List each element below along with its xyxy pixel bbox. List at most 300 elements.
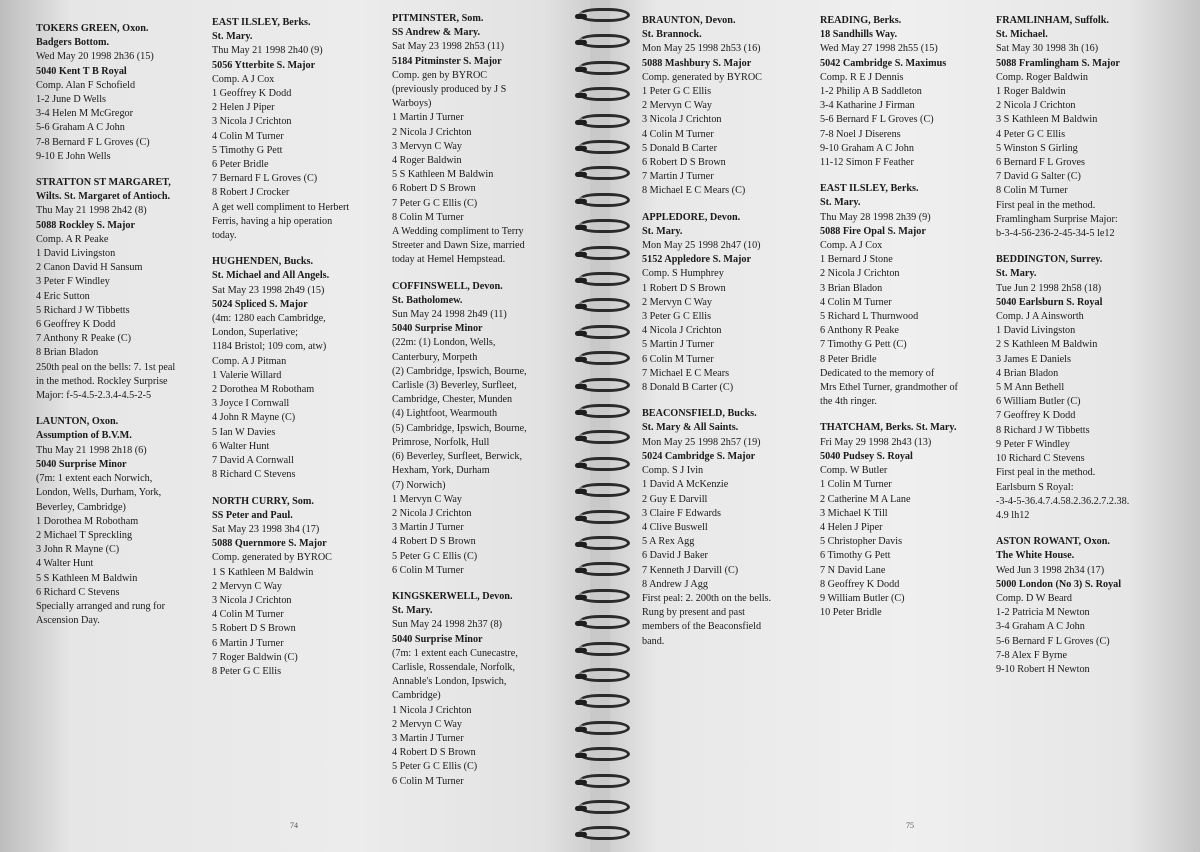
spiral-coil — [578, 826, 630, 840]
entry-line: 7-8 Bernard F L Groves (C) — [36, 136, 150, 148]
entry-heading-line: ASTON ROWANT, Oxon. — [996, 536, 1110, 548]
entry-line: 2 Dorothea M Robotham — [212, 384, 315, 396]
entry-heading-line: 5000 London (No 3) S. Royal — [996, 578, 1122, 590]
entry-heading-line: St. Michael and All Angels. — [212, 270, 330, 282]
spiral-coil — [578, 114, 630, 128]
entry-line: 3 Michael K Till — [820, 507, 888, 519]
entry-line: 6 Bernard F L Groves — [996, 157, 1086, 169]
entry-line: 8 Richard J W Tibbetts — [996, 424, 1090, 436]
peal-entry — [212, 495, 382, 680]
entry-heading-line: Badgers Bottom. — [36, 37, 110, 49]
peal-entry — [36, 415, 201, 628]
entry-line: 5 Christopher Davis — [820, 536, 903, 548]
entry-line: (22m: (1) London, Wells, — [392, 337, 496, 349]
entry-line: 8 Robert J Crocker — [212, 187, 290, 199]
spiral-coil — [578, 510, 630, 524]
entry-line: band. — [642, 635, 665, 647]
entry-line: 2 Nicola J Crichton — [392, 507, 472, 519]
entry-heading-line: KINGSKERWELL, Devon. — [392, 590, 513, 602]
entry-line: 4 Robert D S Brown — [392, 536, 476, 548]
entry-line: Hexham, York, Durham — [392, 465, 490, 477]
spiral-coil — [578, 800, 630, 814]
entry-line: 6 Geoffrey K Dodd — [36, 319, 116, 331]
entry-line: 4 Colin M Turner — [212, 130, 284, 142]
entry-line: 1 Martin J Turner — [392, 112, 464, 124]
entry-line: Dedicated to the memory of — [820, 367, 935, 379]
entry-line: 4 Roger Baldwin — [392, 155, 462, 167]
entry-line: 3 Joyce I Cornwall — [212, 398, 290, 410]
entry-line: (7m: 1 extent each Norwich, — [36, 473, 153, 485]
entry-heading-line: BEDDINGTON, Surrey. — [996, 254, 1103, 266]
entry-line: Tue Jun 2 1998 2h58 (18) — [996, 282, 1102, 294]
entry-line: 5-6 Bernard F L Groves (C) — [820, 114, 934, 126]
peal-entry — [996, 253, 1186, 523]
entry-line: 1-2 Philip A B Saddleton — [820, 86, 922, 98]
entry-heading-line: 5056 Ytterbite S. Major — [212, 59, 316, 71]
entry-line: (5) Cambridge, Ipswich, Bourne, — [392, 422, 527, 434]
right-column-1 — [642, 14, 814, 661]
peal-entry — [642, 407, 814, 648]
entry-line: Sun May 24 1998 2h37 (8) — [392, 619, 503, 631]
entry-line: 10 Peter Bridle — [820, 607, 882, 619]
entry-heading-line: 5088 Mashbury S. Major — [642, 57, 752, 69]
entry-heading-line: 5024 Cambridge S. Major — [642, 450, 756, 462]
spiral-coil — [578, 351, 630, 365]
entry-line: 8 Colin M Turner — [996, 185, 1068, 197]
spiral-coil — [578, 483, 630, 497]
entry-line: 7 Kenneth J Darvill (C) — [642, 564, 739, 576]
entry-line: 1 Robert D S Brown — [642, 282, 726, 294]
spiral-coil — [578, 193, 630, 207]
entry-line: Comp. A J Pitman — [212, 355, 287, 367]
entry-line: b-3-4-56-236-2-45-34-5 le12 — [996, 228, 1115, 240]
entry-line: 6 Colin M Turner — [392, 564, 464, 576]
spiral-coil — [578, 668, 630, 682]
entry-heading-line: 5040 Surprise Minor — [392, 633, 483, 645]
entry-line: 7-8 Alex F Byrne — [996, 649, 1068, 661]
entry-line: 3 Martin J Turner — [392, 732, 464, 744]
entry-line: Thu May 28 1998 2h39 (9) — [820, 211, 931, 223]
peal-entry — [996, 535, 1186, 677]
entry-line: Mon May 25 1998 2h53 (16) — [642, 43, 761, 55]
entry-line: 5-6 Graham A C John — [36, 122, 125, 134]
entry-heading-line: EAST ILSLEY, Berks. — [820, 183, 919, 195]
entry-line: (2) Cambridge, Ipswich, Bourne, — [392, 365, 527, 377]
entry-line: 6 Robert D S Brown — [392, 183, 476, 195]
entry-heading-line: 5040 Surprise Minor — [392, 323, 483, 335]
peal-entry — [820, 182, 995, 409]
entry-line: Primrose, Norfolk, Hull — [392, 436, 490, 448]
entry-line: Comp. S J Ivin — [642, 465, 704, 477]
entry-line: 9 William Butler (C) — [820, 592, 905, 604]
entry-line: Comp. D W Beard — [996, 592, 1073, 604]
entry-heading-line: 5088 Framlingham S. Major — [996, 57, 1120, 69]
entry-line: 2 Catherine M A Lane — [820, 493, 911, 505]
entry-line: Comp. R E J Dennis — [820, 71, 904, 83]
entry-line: 5 A Rex Agg — [642, 536, 695, 548]
entry-line: 2 S Kathleen M Baldwin — [996, 339, 1098, 351]
entry-line: 1 Geoffrey K Dodd — [212, 88, 292, 100]
entry-line: Beverley, Cambridge) — [36, 501, 126, 513]
entry-line: 5 Richard L Thurnwood — [820, 311, 919, 323]
peal-entry — [36, 176, 201, 403]
right-page — [610, 0, 1200, 852]
entry-line: Sun May 24 1998 2h49 (11) — [392, 309, 507, 321]
entry-heading-line: BEACONSFIELD, Bucks. — [642, 408, 757, 420]
entry-line: -3-4-5-36.4.7.4.58.2.36.2.7.2.38. — [996, 495, 1130, 507]
entry-line: First peal in the method. — [996, 199, 1096, 211]
entry-heading-line: 5088 Rockley S. Major — [36, 219, 136, 231]
entry-line: 1 David A McKenzie — [642, 479, 729, 491]
entry-heading-line: 5040 Pudsey S. Royal — [820, 450, 913, 462]
entry-heading-line: Wilts. St. Margaret of Antioch. — [36, 191, 171, 203]
entry-line: 1 David Livingston — [36, 248, 116, 260]
entry-line: 1-2 Patricia M Newton — [996, 607, 1090, 619]
entry-heading-line: 5040 Kent T B Royal — [36, 65, 127, 77]
entry-line: 5 Richard J W Tibbetts — [36, 304, 130, 316]
entry-line: in the method. Rockley Surprise — [36, 375, 168, 387]
entry-line: 7 Peter G C Ellis (C) — [392, 197, 478, 209]
entry-line: (4m: 1280 each Cambridge, — [212, 313, 326, 325]
entry-heading-line: SS Andrew & Mary. — [392, 27, 481, 39]
entry-line: London, Wells, Durham, York, — [36, 487, 162, 499]
entry-line: 3 S Kathleen M Baldwin — [996, 114, 1098, 126]
entry-line: Sat May 23 1998 3h4 (17) — [212, 523, 320, 535]
entry-line: 1 S Kathleen M Baldwin — [212, 566, 314, 578]
entry-line: (previously produced by J S — [392, 84, 507, 96]
entry-line: A get well compliment to Herbert — [212, 201, 350, 213]
spiral-coil — [578, 34, 630, 48]
entry-line: 4 Nicola J Crichton — [642, 325, 722, 337]
entry-line: 4 Helen J Piper — [820, 521, 883, 533]
entry-line: 1 Nicola J Crichton — [392, 704, 472, 716]
entry-line: Thu May 21 1998 2h40 (9) — [212, 45, 323, 57]
entry-line: 6 Peter Bridle — [212, 159, 269, 171]
entry-line: 4.9 lh12 — [996, 509, 1030, 521]
entry-line: 7 David G Salter (C) — [996, 171, 1081, 183]
entry-heading-line: St. Mary. — [392, 605, 433, 617]
spiral-binding — [572, 0, 636, 852]
entry-line: 8 Peter G C Ellis — [212, 665, 282, 677]
entry-line: 3 James E Daniels — [996, 353, 1071, 365]
entry-line: 4 Eric Sutton — [36, 290, 90, 302]
entry-line: 1184 Bristol; 109 com, atw) — [212, 341, 327, 353]
entry-line: Sat May 30 1998 3h (16) — [996, 43, 1099, 55]
entry-heading-line: NORTH CURRY, Som. — [212, 495, 314, 507]
entry-line: 1-2 June D Wells — [36, 94, 107, 106]
entry-heading-line: BRAUNTON, Devon. — [642, 15, 736, 26]
peal-entry — [642, 14, 814, 199]
peal-entry — [392, 12, 567, 268]
entry-heading-line: St. Mary. — [996, 268, 1037, 280]
entry-line: (4) Lightfoot, Wearmouth — [392, 408, 498, 420]
entry-line: 3 Peter F Windley — [36, 276, 110, 288]
spiral-coil — [578, 536, 630, 550]
entry-line: 7 Bernard F L Groves (C) — [212, 173, 318, 185]
entry-line: Comp. A R Peake — [36, 233, 109, 245]
entry-line: Comp. W Butler — [820, 465, 888, 477]
entry-heading-line: 5152 Appledore S. Major — [642, 254, 752, 266]
entry-heading-line: 5024 Spliced S. Major — [212, 298, 308, 310]
entry-heading-line: 5184 Pitminster S. Major — [392, 55, 502, 67]
entry-line: Canterbury, Morpeth — [392, 351, 478, 363]
spiral-coil — [578, 642, 630, 656]
entry-heading-line: St. Batholomew. — [392, 294, 463, 306]
spiral-coil — [578, 87, 630, 101]
spiral-coil — [578, 562, 630, 576]
entry-line: 7 Timothy G Pett (C) — [820, 339, 907, 351]
entry-line: 5 Peter G C Ellis (C) — [392, 761, 478, 773]
peal-entry — [642, 211, 814, 396]
entry-line: 4 Colin M Turner — [212, 609, 284, 621]
entry-line: Comp. gen by BYROC — [392, 69, 488, 81]
entry-line: Sat May 23 1998 2h53 (11) — [392, 41, 504, 53]
entry-line: 8 Andrew J Agg — [642, 578, 708, 590]
page-number-left: 74 — [290, 821, 298, 830]
entry-line: Carlisle, Rossendale, Norfolk, — [392, 661, 516, 673]
entry-line: Annable's London, Ipswich, — [392, 676, 507, 688]
entry-line: Wed May 20 1998 2h36 (15) — [36, 51, 154, 63]
entry-line: today at Hemel Hempstead. — [392, 254, 506, 266]
entry-line: 5 Timothy G Pett — [212, 144, 283, 156]
spiral-coil — [578, 404, 630, 418]
entry-line: today. — [212, 230, 237, 242]
right-column-2 — [820, 14, 995, 632]
entry-line: 6 Anthony R Peake — [820, 325, 899, 337]
entry-line: 3 John R Mayne (C) — [36, 544, 120, 556]
entry-heading-line: St. Mary & All Saints. — [642, 422, 739, 434]
entry-line: 3 Peter G C Ellis — [642, 311, 712, 323]
entry-heading-line: Assumption of B.V.M. — [36, 430, 132, 442]
entry-heading-line: The White House. — [996, 550, 1075, 562]
entry-line: 7 N David Lane — [820, 564, 886, 576]
entry-line: 4 Walter Hunt — [36, 558, 94, 570]
spiral-coil — [578, 378, 630, 392]
peal-entry — [820, 421, 995, 620]
entry-line: 3 Nicola J Crichton — [212, 594, 292, 606]
entry-line: Warboys) — [392, 98, 432, 110]
entry-line: Streeter and Dawn Size, married — [392, 240, 525, 252]
entry-line: 6 Timothy G Pett — [820, 550, 891, 562]
entry-line: (6) Beverley, Surfleet, Berwick, — [392, 451, 523, 463]
peal-entry — [820, 14, 995, 170]
entry-line: 1 Dorothea M Robotham — [36, 515, 139, 527]
entry-line: Ascension Day. — [36, 615, 100, 627]
entry-heading-line: 5088 Quernmore S. Major — [212, 538, 327, 550]
entry-line: 6 Walter Hunt — [212, 440, 270, 452]
entry-line: 5 S Kathleen M Baldwin — [392, 169, 494, 181]
entry-line: 6 William Butler (C) — [996, 396, 1081, 408]
peal-entry — [212, 255, 382, 482]
spiral-coil — [578, 298, 630, 312]
entry-line: 2 Mervyn C Way — [642, 296, 713, 308]
spiral-coil — [578, 721, 630, 735]
entry-line: 2 Mervyn C Way — [642, 100, 713, 112]
entry-heading-line: 5042 Cambridge S. Maximus — [820, 57, 947, 69]
entry-line: 1 Peter G C Ellis — [642, 86, 712, 98]
spiral-coil — [578, 774, 630, 788]
entry-line: 2 Guy E Darvill — [642, 493, 708, 505]
entry-line: 10 Richard C Stevens — [996, 453, 1085, 465]
entry-line: 1 Valerie Willard — [212, 369, 282, 381]
entry-line: 1 David Livingston — [996, 325, 1076, 337]
entry-line: members of the Beaconsfield — [642, 621, 762, 633]
entry-line: 3-4 Katharine J Firman — [820, 100, 915, 112]
entry-line: Rung by present and past — [642, 607, 745, 619]
entry-heading-line: STRATTON ST MARGARET, — [36, 177, 171, 189]
entry-line: Major: f-5-4.5-2.3.4-4.5-2-5 — [36, 390, 152, 402]
entry-line: 6 David J Baker — [642, 550, 708, 562]
entry-line: 8 Colin M Turner — [392, 211, 464, 223]
entry-heading-line: READING, Berks. — [820, 15, 902, 26]
entry-line: 4 Peter G C Ellis — [996, 128, 1066, 140]
entry-line: 7-8 Noel J Diserens — [820, 128, 901, 140]
entry-line: 4 Colin M Turner — [642, 128, 714, 140]
entry-line: 5 Donald B Carter — [642, 142, 717, 154]
spiral-coil — [578, 589, 630, 603]
entry-line: 9-10 Graham A C John — [820, 142, 914, 154]
spiral-coil — [578, 61, 630, 75]
entry-line: Mrs Ethel Turner, grandmother of — [820, 382, 958, 394]
entry-line: Cambridge) — [392, 690, 441, 702]
entry-line: 6 Colin M Turner — [642, 353, 714, 365]
entry-line: 6 Colin M Turner — [392, 775, 464, 787]
entry-line: 4 Robert D S Brown — [392, 747, 476, 759]
entry-line: 8 Geoffrey K Dodd — [820, 578, 900, 590]
entry-line: 1 Bernard J Stone — [820, 254, 893, 266]
entry-line: Comp. generated by BYROC — [642, 71, 762, 83]
entry-line: 2 Michael T Spreckling — [36, 529, 133, 541]
entry-line: Comp. J A Ainsworth — [996, 311, 1084, 323]
left-page — [0, 0, 590, 852]
entry-line: (7) Norwich) — [392, 479, 446, 491]
left-column-1 — [36, 22, 201, 640]
entry-line: Wed Jun 3 1998 2h34 (17) — [996, 564, 1105, 576]
entry-line: 11-12 Simon F Feather — [820, 157, 914, 169]
peal-entry — [996, 14, 1186, 241]
entry-heading-line: PITMINSTER, Som. — [392, 13, 484, 24]
entry-line: 1 Colin M Turner — [820, 479, 892, 491]
entry-heading-line: EAST ILSLEY, Berks. — [212, 17, 311, 28]
entry-line: 2 Mervyn C Way — [392, 718, 463, 730]
peal-entry — [392, 280, 567, 578]
entry-line: A Wedding compliment to Terry — [392, 226, 524, 238]
entry-line: 4 Clive Buswell — [642, 521, 708, 533]
entry-line: 2 Nicola J Crichton — [392, 126, 472, 138]
spiral-coil — [578, 325, 630, 339]
peal-entry — [36, 22, 201, 164]
entry-line: 6 Martin J Turner — [212, 637, 284, 649]
entry-line: 9 Peter F Windley — [996, 438, 1070, 450]
entry-line: 3-4 Helen M McGregor — [36, 108, 134, 120]
entry-line: Comp. Roger Baldwin — [996, 71, 1088, 83]
entry-line: Wed May 27 1998 2h55 (15) — [820, 43, 938, 55]
entry-line: First peal: 2. 200th on the bells. — [642, 592, 772, 604]
entry-line: 8 Michael E C Mears (C) — [642, 185, 746, 197]
spiral-coil — [578, 272, 630, 286]
entry-line: Fri May 29 1998 2h43 (13) — [820, 436, 932, 448]
entry-heading-line: St. Michael. — [996, 29, 1048, 41]
right-column-3 — [996, 14, 1186, 689]
entry-line: Carlisle (3) Beverley, Surfleet, — [392, 380, 517, 392]
entry-heading-line: FRAMLINHAM, Suffolk. — [996, 15, 1109, 26]
spiral-coil — [578, 430, 630, 444]
entry-line: 4 John R Mayne (C) — [212, 412, 296, 424]
entry-line: First peal in the method. — [996, 467, 1096, 479]
entry-line: Mon May 25 1998 2h57 (19) — [642, 436, 761, 448]
page-number-right: 75 — [906, 821, 914, 830]
spiral-coil — [578, 457, 630, 471]
entry-heading-line: 18 Sandhills Way. — [820, 29, 898, 41]
entry-line: 5 Martin J Turner — [642, 339, 714, 351]
entry-line: Comp. Alan F Schofield — [36, 79, 136, 91]
entry-line: 9-10 Robert H Newton — [996, 663, 1090, 675]
entry-line: Thu May 21 1998 2h42 (8) — [36, 205, 147, 217]
entry-line: Earlsburn S Royal: — [996, 481, 1074, 493]
entry-line: 2 Helen J Piper — [212, 102, 275, 114]
entry-line: 2 Nicola J Crichton — [996, 100, 1076, 112]
entry-heading-line: LAUNTON, Oxon. — [36, 416, 119, 428]
entry-heading-line: THATCHAM, Berks. St. Mary. — [820, 422, 957, 434]
entry-line: 7 Michael E C Mears — [642, 367, 730, 379]
entry-heading-line: St. Brannock. — [642, 29, 702, 41]
entry-line: Comp. S Humphrey — [642, 268, 724, 280]
entry-line: 5 Winston S Girling — [996, 142, 1078, 154]
spiral-coil — [578, 747, 630, 761]
entry-line: 4 Brian Bladon — [996, 367, 1059, 379]
entry-heading-line: St. Mary. — [642, 225, 683, 237]
peal-entry — [392, 590, 567, 789]
entry-line: Ferris, having a hip operation — [212, 215, 333, 227]
entry-line: 2 Mervyn C Way — [212, 580, 283, 592]
entry-line: 9-10 E John Wells — [36, 150, 111, 162]
left-column-3 — [392, 12, 567, 801]
entry-heading-line: St. Mary. — [820, 197, 861, 209]
entry-line: Comp. A J Cox — [212, 73, 275, 85]
entry-line: the 4th ringer. — [820, 396, 877, 408]
entry-line: 5-6 Bernard F L Groves (C) — [996, 635, 1110, 647]
entry-line: 7 Martin J Turner — [642, 171, 714, 183]
entry-line: 5 M Ann Bethell — [996, 382, 1065, 394]
entry-heading-line: HUGHENDEN, Bucks. — [212, 256, 314, 268]
entry-line: 8 Peter Bridle — [820, 353, 877, 365]
entry-line: Framlingham Surprise Major: — [996, 213, 1118, 225]
entry-line: (7m: 1 extent each Cunecastre, — [392, 647, 518, 659]
entry-heading-line: 5040 Earlsburn S. Royal — [996, 296, 1103, 308]
entry-heading-line: SS Peter and Paul. — [212, 509, 293, 521]
entry-line: 3 Brian Bladon — [820, 282, 883, 294]
entry-line: 3 Mervyn C Way — [392, 140, 463, 152]
entry-heading-line: 5088 Fire Opal S. Major — [820, 225, 926, 237]
entry-line: 5 Peter G C Ellis (C) — [392, 550, 478, 562]
entry-line: 4 Colin M Turner — [820, 296, 892, 308]
entry-line: 1 Mervyn C Way — [392, 493, 463, 505]
entry-line: 8 Donald B Carter (C) — [642, 382, 734, 394]
spiral-coil — [578, 694, 630, 708]
entry-line: Thu May 21 1998 2h18 (6) — [36, 444, 147, 456]
entry-line: 3 Martin J Turner — [392, 522, 464, 534]
entry-line: 6 Richard C Stevens — [36, 586, 120, 598]
spiral-coil — [578, 615, 630, 629]
entry-heading-line: 5040 Surprise Minor — [36, 458, 127, 470]
entry-heading-line: St. Mary. — [212, 31, 253, 43]
entry-line: 7 David A Cornwall — [212, 455, 294, 467]
entry-line: 5 S Kathleen M Baldwin — [36, 572, 138, 584]
entry-line: 3 Claire F Edwards — [642, 507, 721, 519]
entry-line: 7 Geoffrey K Dodd — [996, 410, 1076, 422]
entry-line: 3-4 Graham A C John — [996, 621, 1085, 633]
entry-line: 1 Roger Baldwin — [996, 86, 1066, 98]
